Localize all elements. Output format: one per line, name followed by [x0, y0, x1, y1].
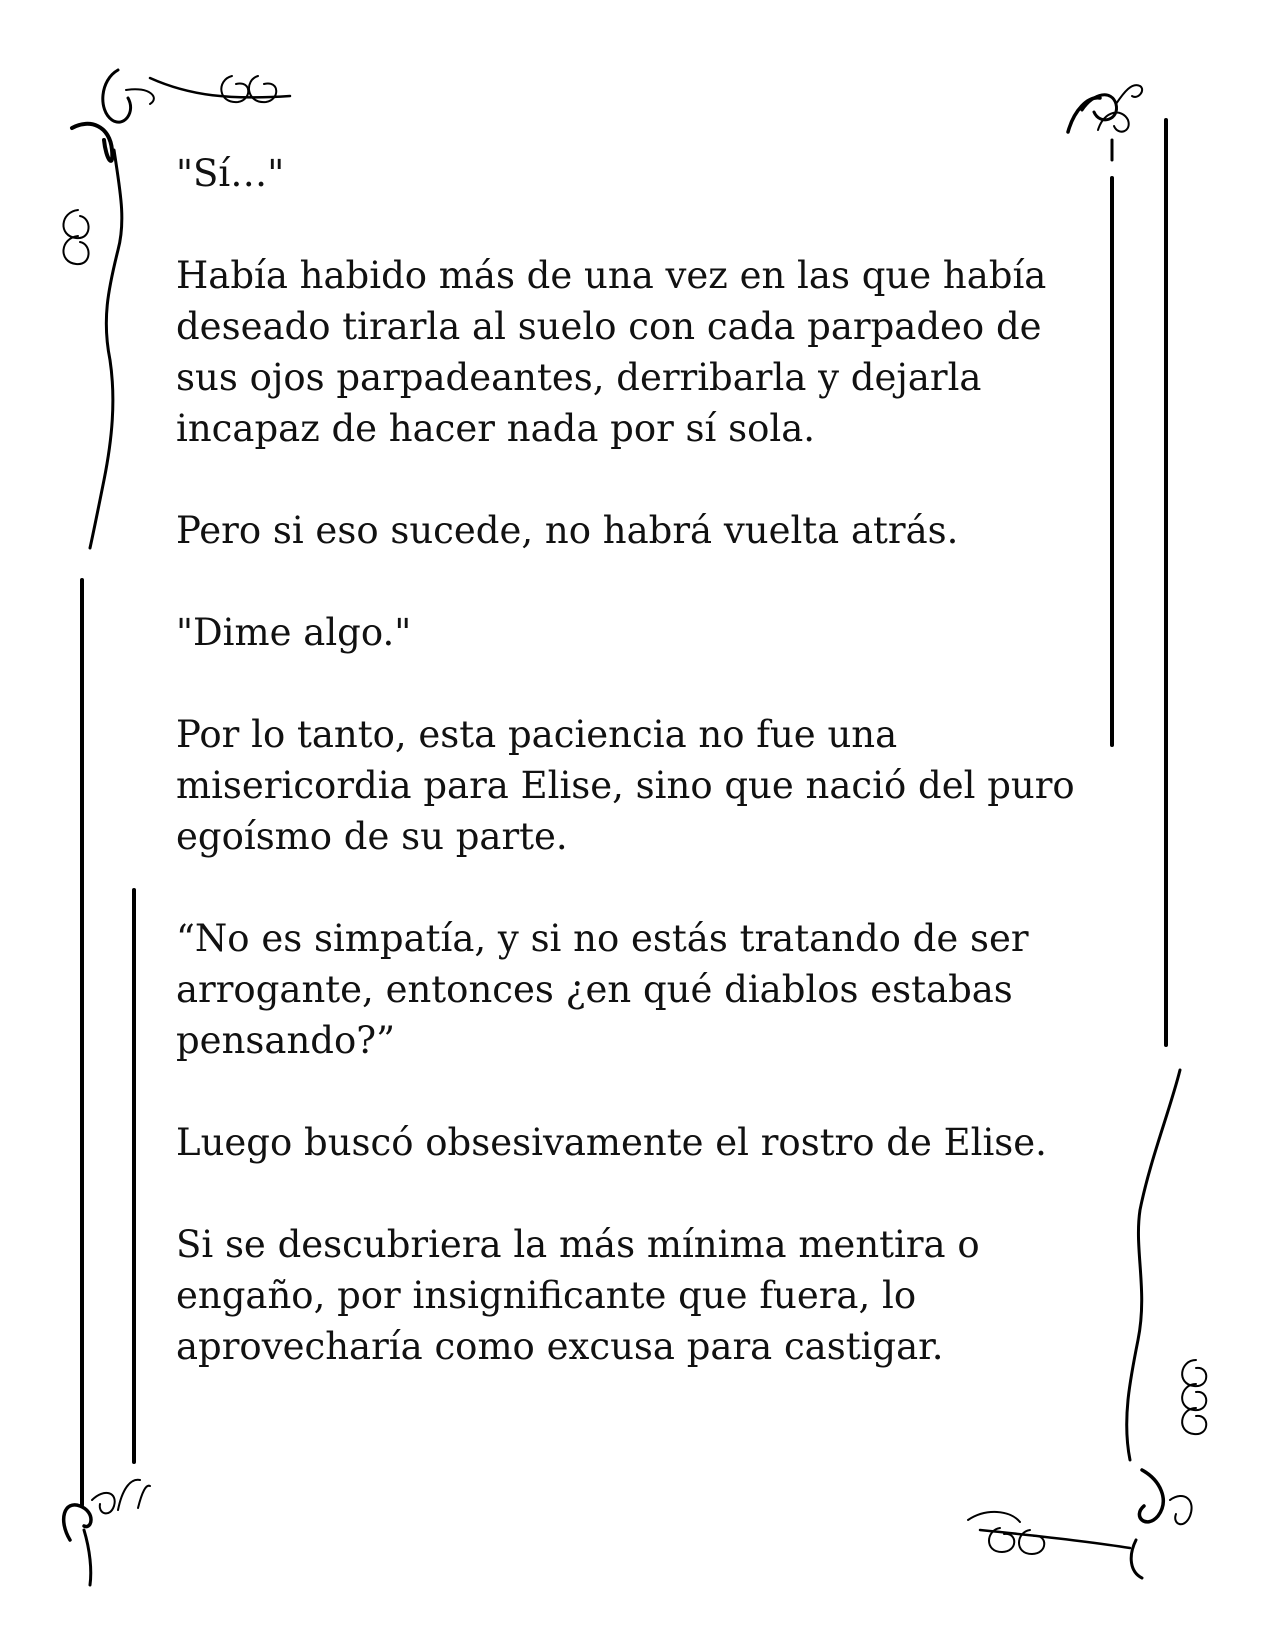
paragraph: "Dime algo." — [176, 611, 412, 654]
bottom-left-flourish — [64, 1480, 150, 1585]
paragraph: "Sí…" — [176, 152, 285, 195]
left-rules — [82, 580, 134, 1505]
story-text — [176, 148, 1116, 1423]
paragraph: “No es simpatía, y si no estás tratando de ser arrogante, entonces ¿en qué diablos estabas pensando?” — [176, 917, 1029, 1062]
paragraph: Pero si eso sucede, no habrá vuelta atrás. — [176, 509, 959, 552]
paragraph: Si se descubriera la más mínima mentira o engaño, por insignificante que fuera, lo aprovecharía como excusa para castigar. — [176, 1223, 980, 1368]
paragraph: Por lo tanto, esta paciencia no fue una misericordia para Elise, sino que nació del puro egoísmo de su parte. — [176, 713, 1075, 858]
paragraph: Luego buscó obsesivamente el rostro de Elise. — [176, 1121, 1047, 1164]
paragraph: Había habido más de una vez en las que había deseado tirarla al suelo con cada parpadeo de sus ojos parpadeantes, derribarla y dejarla incapaz de hacer nada por sí sola. — [176, 254, 1047, 450]
